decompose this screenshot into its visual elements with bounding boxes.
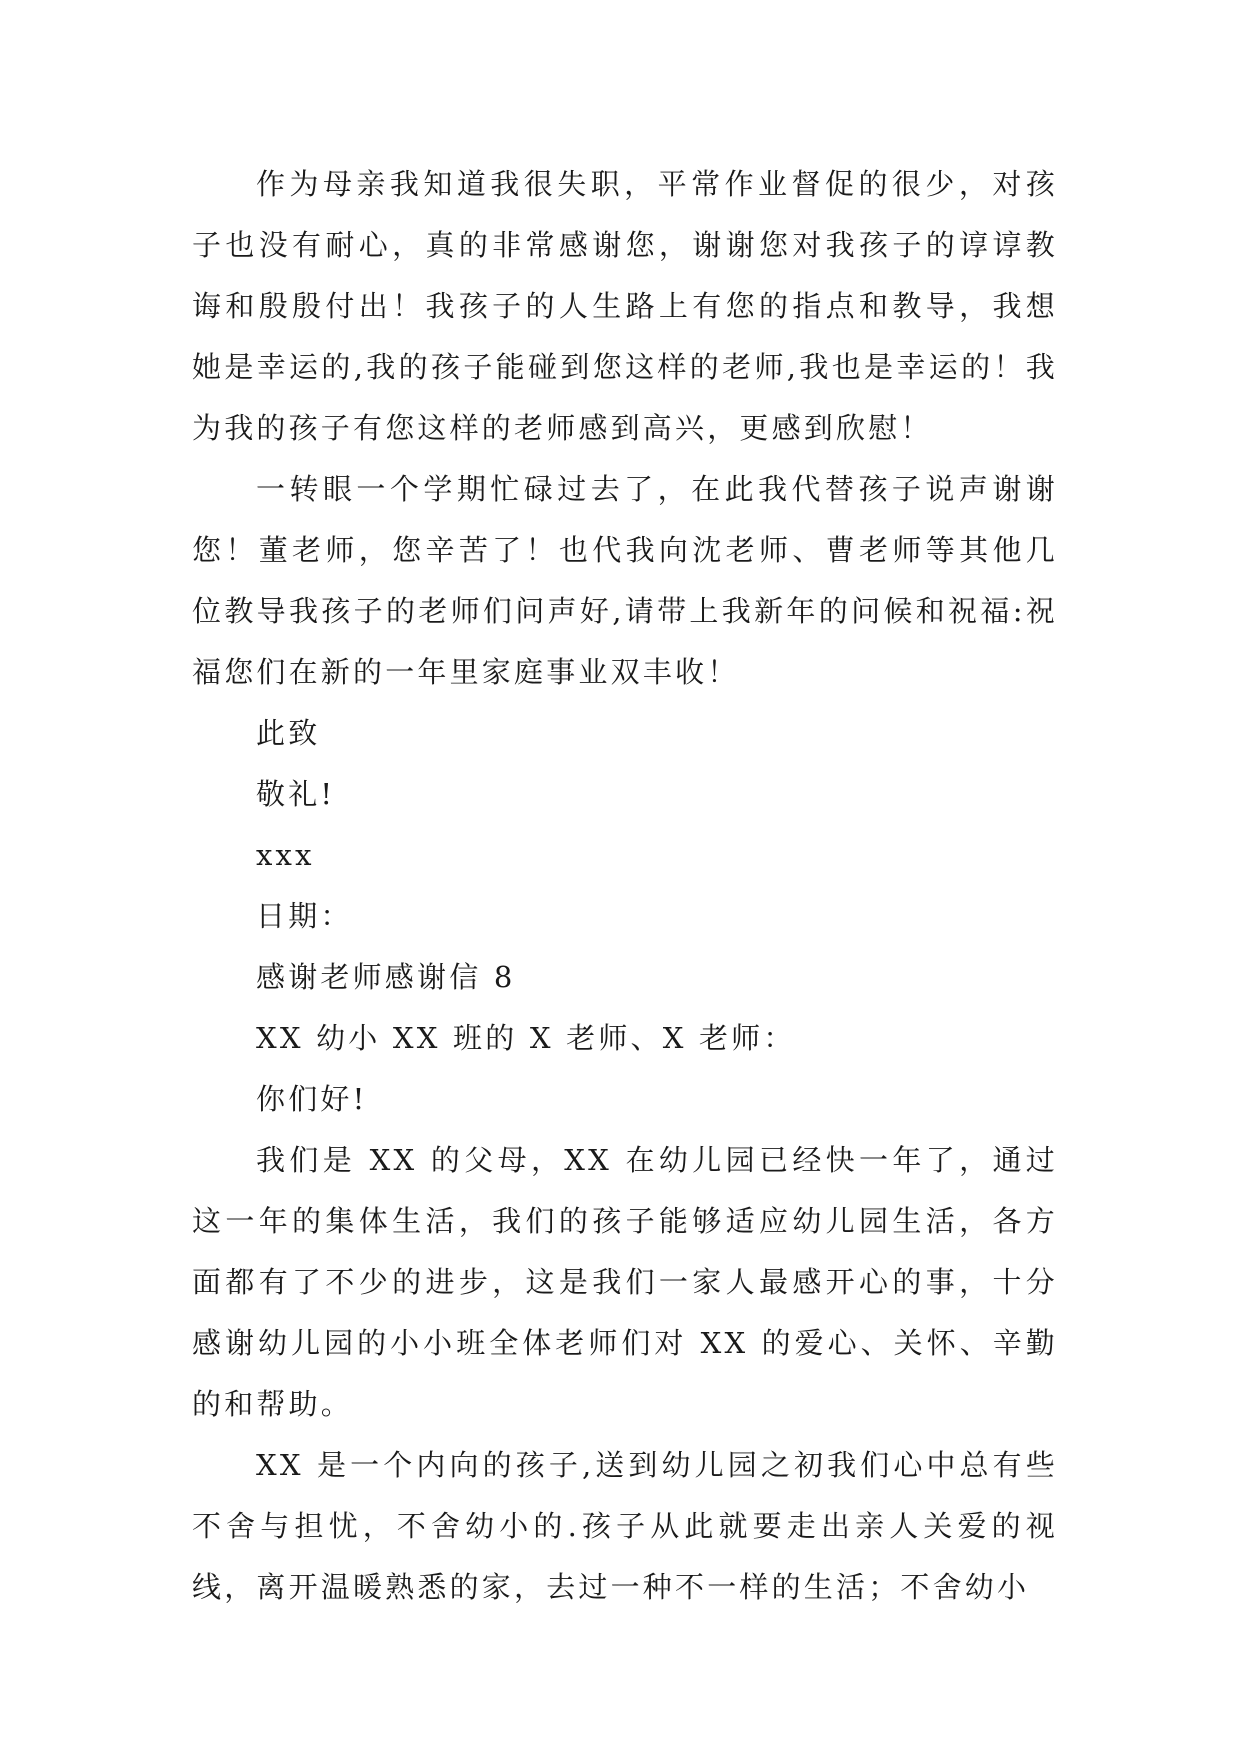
signature-date: 日期： [256, 899, 353, 933]
letter-body [192, 154, 1058, 1618]
paragraph-semester-thanks: 一转眼一个学期忙碌过去了，在此我代替孩子说声谢谢您！董老师，您辛苦了！也代我向沈老师、曹老师等其他几位教导我孩子的老师们问声好,请带上我新年的问候和祝福:祝福您们在新的一年里家庭事业双丰收！ [192, 472, 1058, 689]
closing-regards: 敬礼! [256, 777, 336, 811]
paragraph-mother-thanks: 作为母亲我知道我很失职，平常作业督促的很少，对孩子也没有耐心，真的非常感谢您，谢谢您对我孩子的谆谆教诲和殷殷付出！我孩子的人生路上有您的指点和教导，我想她是幸运的,我的孩子能碰到您这样的老师,我也是幸运的！我为我的孩子有您这样的老师感到高兴，更感到欣慰！ [192, 167, 1058, 445]
paragraph-parents-intro: 我们是 XX 的父母，XX 在幼儿园已经快一年了，通过这一年的集体生活，我们的孩子能够适应幼儿园生活，各方面都有了不少的进步，这是我们一家人最感开心的事，十分感谢幼儿园的小小班全体老师们对 XX 的爱心、关怀、辛勤的和帮助。 [192, 1143, 1058, 1421]
paragraph-child-introvert: XX 是一个内向的孩子,送到幼儿园之初我们心中总有些不舍与担忧，不舍幼小的.孩子从此就要走出亲人关爱的视线，离开温暖熟悉的家，去过一种不一样的生活；不舍幼小 [192, 1448, 1058, 1604]
letter-addressee: XX 幼小 XX 班的 X 老师、X 老师： [256, 1021, 796, 1055]
letter-greeting: 你们好! [256, 1082, 368, 1116]
letter-heading: 感谢老师感谢信 8 [256, 960, 516, 994]
signature-name: xxx [256, 838, 315, 872]
closing-salutation: 此致 [256, 716, 321, 750]
